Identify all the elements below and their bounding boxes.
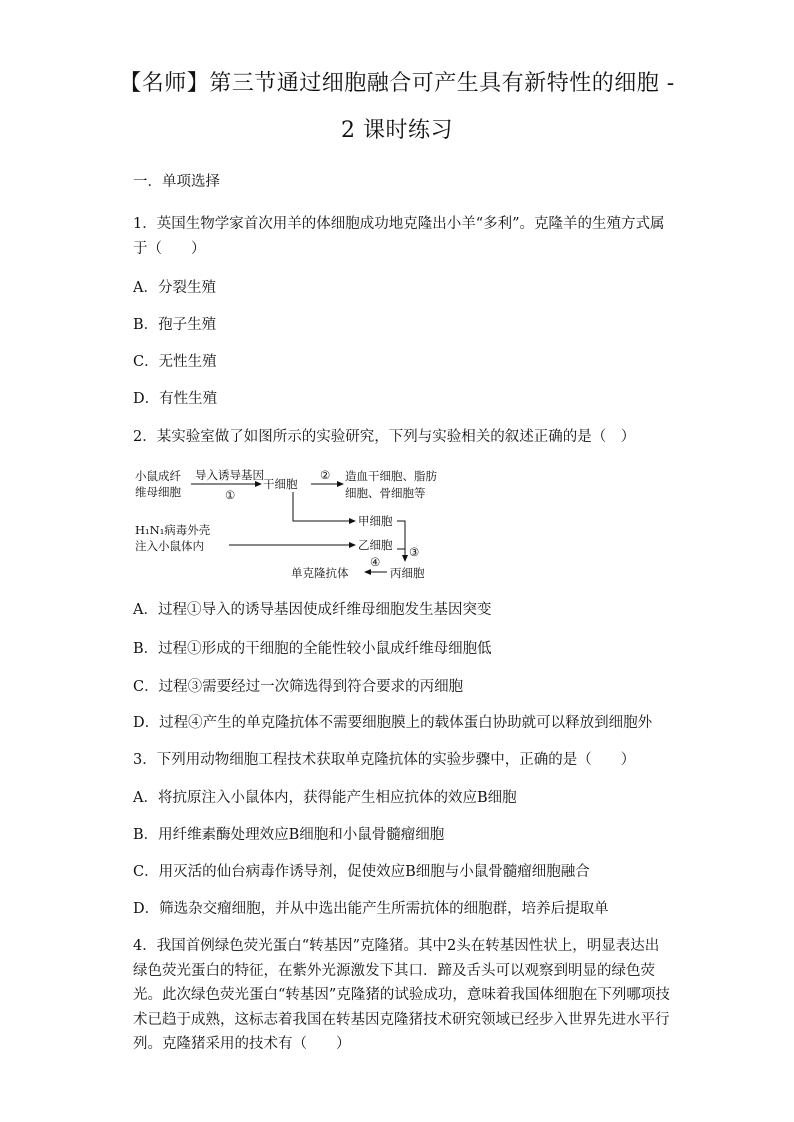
question-3-option-d: D．筛选杂交瘤细胞，并从中选出能产生所需抗体的细胞群，培养后提取单 [133,901,609,917]
diagram-source-virus-line1: H₁N₁病毒外壳 [135,523,211,537]
diagram-step1-number: ① [225,488,236,502]
question-1-option-d: D．有性生殖 [133,391,218,407]
experiment-flow-diagram [133,462,453,584]
diagram-source-virus-line2: 注入小鼠体内 [135,539,204,553]
question-3-option-a: A．将抗原注入小鼠体内，获得能产生相应抗体的效应B细胞 [133,790,517,806]
diagram-step3-number: ③ [409,545,420,559]
question-1-option-a: A．分裂生殖 [133,280,216,296]
diagram-cell-c: 丙细胞 [390,566,425,580]
diagram-source-fibroblast-line1: 小鼠成纤 [135,469,181,483]
question-3-option-c: C．用灭活的仙台病毒作诱导剂，促使效应B细胞与小鼠骨髓瘤细胞融合 [133,864,590,880]
diagram-bracket [397,521,405,549]
document-title-line-1: 【名师】第三节通过细胞融合可产生具有新特性的细胞 - [119,71,675,96]
diagram-antibody: 单克隆抗体 [291,566,349,580]
question-1-option-b: B．孢子生殖 [133,317,217,333]
question-2-option-d: D．过程④产生的单克隆抗体不需要细胞膜上的载体蛋白协助就可以释放到细胞外 [133,715,653,731]
diagram-source-fibroblast-line2: 维母细胞 [135,485,181,499]
question-2-stem: 2．某实验室做了如图所示的实验研究，下列与实验相关的叙述正确的是（ ） [133,429,636,445]
diagram-product-line1: 造血干细胞、脂肪 [345,469,437,483]
question-1-option-c: C．无性生殖 [133,354,217,370]
question-2-option-b: B．过程①形成的干细胞的全能性较小鼠成纤维母细胞低 [133,641,492,657]
diagram-cell-b: 乙细胞 [358,538,393,552]
question-2-option-a: A．过程①导入的诱导基因使成纤维母细胞发生基因突变 [133,602,492,618]
question-4-stem: 4．我国首例绿色荧光蛋白“转基因”克隆猪。其中2头在转基因性状上，明显表达出绿色荧光蛋白的特征，在紫外光源激发下其口．蹄及舌头可以观察到明显的绿色荧光。此次绿色荧光蛋白“转基因”克隆猪的试验成功，意味着我国体细胞在下列哪项技术已趋于成熟，这标志着我国在转基因克隆猪技术研究领域已经步入世界先进水平行列。克隆猪采用的技术有（ ） [133,938,670,1052]
diagram-step1-label: 导入诱导基因 [195,468,264,482]
section-heading: 一．单项选择 [133,174,220,190]
diagram-step2-number: ② [320,468,331,482]
diagram-product-line2: 细胞、骨细胞等 [345,486,426,500]
diagram-step4-number: ④ [370,555,381,569]
question-1-stem: 1．英国生物学家首次用羊的体细胞成功地克隆出小羊“多利”。克隆羊的生殖方式属于（ ） [133,216,665,257]
diagram-stem-cell: 干细胞 [263,477,298,491]
question-3-stem: 3．下列用动物细胞工程技术获取单克隆抗体的实验步骤中，正确的是（ ） [133,752,636,768]
document-title-line-2: 2 课时练习 [341,118,453,143]
question-2-option-c: C．过程③需要经过一次筛选得到符合要求的丙细胞 [133,679,464,695]
question-3-option-b: B．用纤维素酶处理效应B细胞和小鼠骨髓瘤细胞 [133,827,445,843]
diagram-cell-a: 甲细胞 [358,514,393,528]
